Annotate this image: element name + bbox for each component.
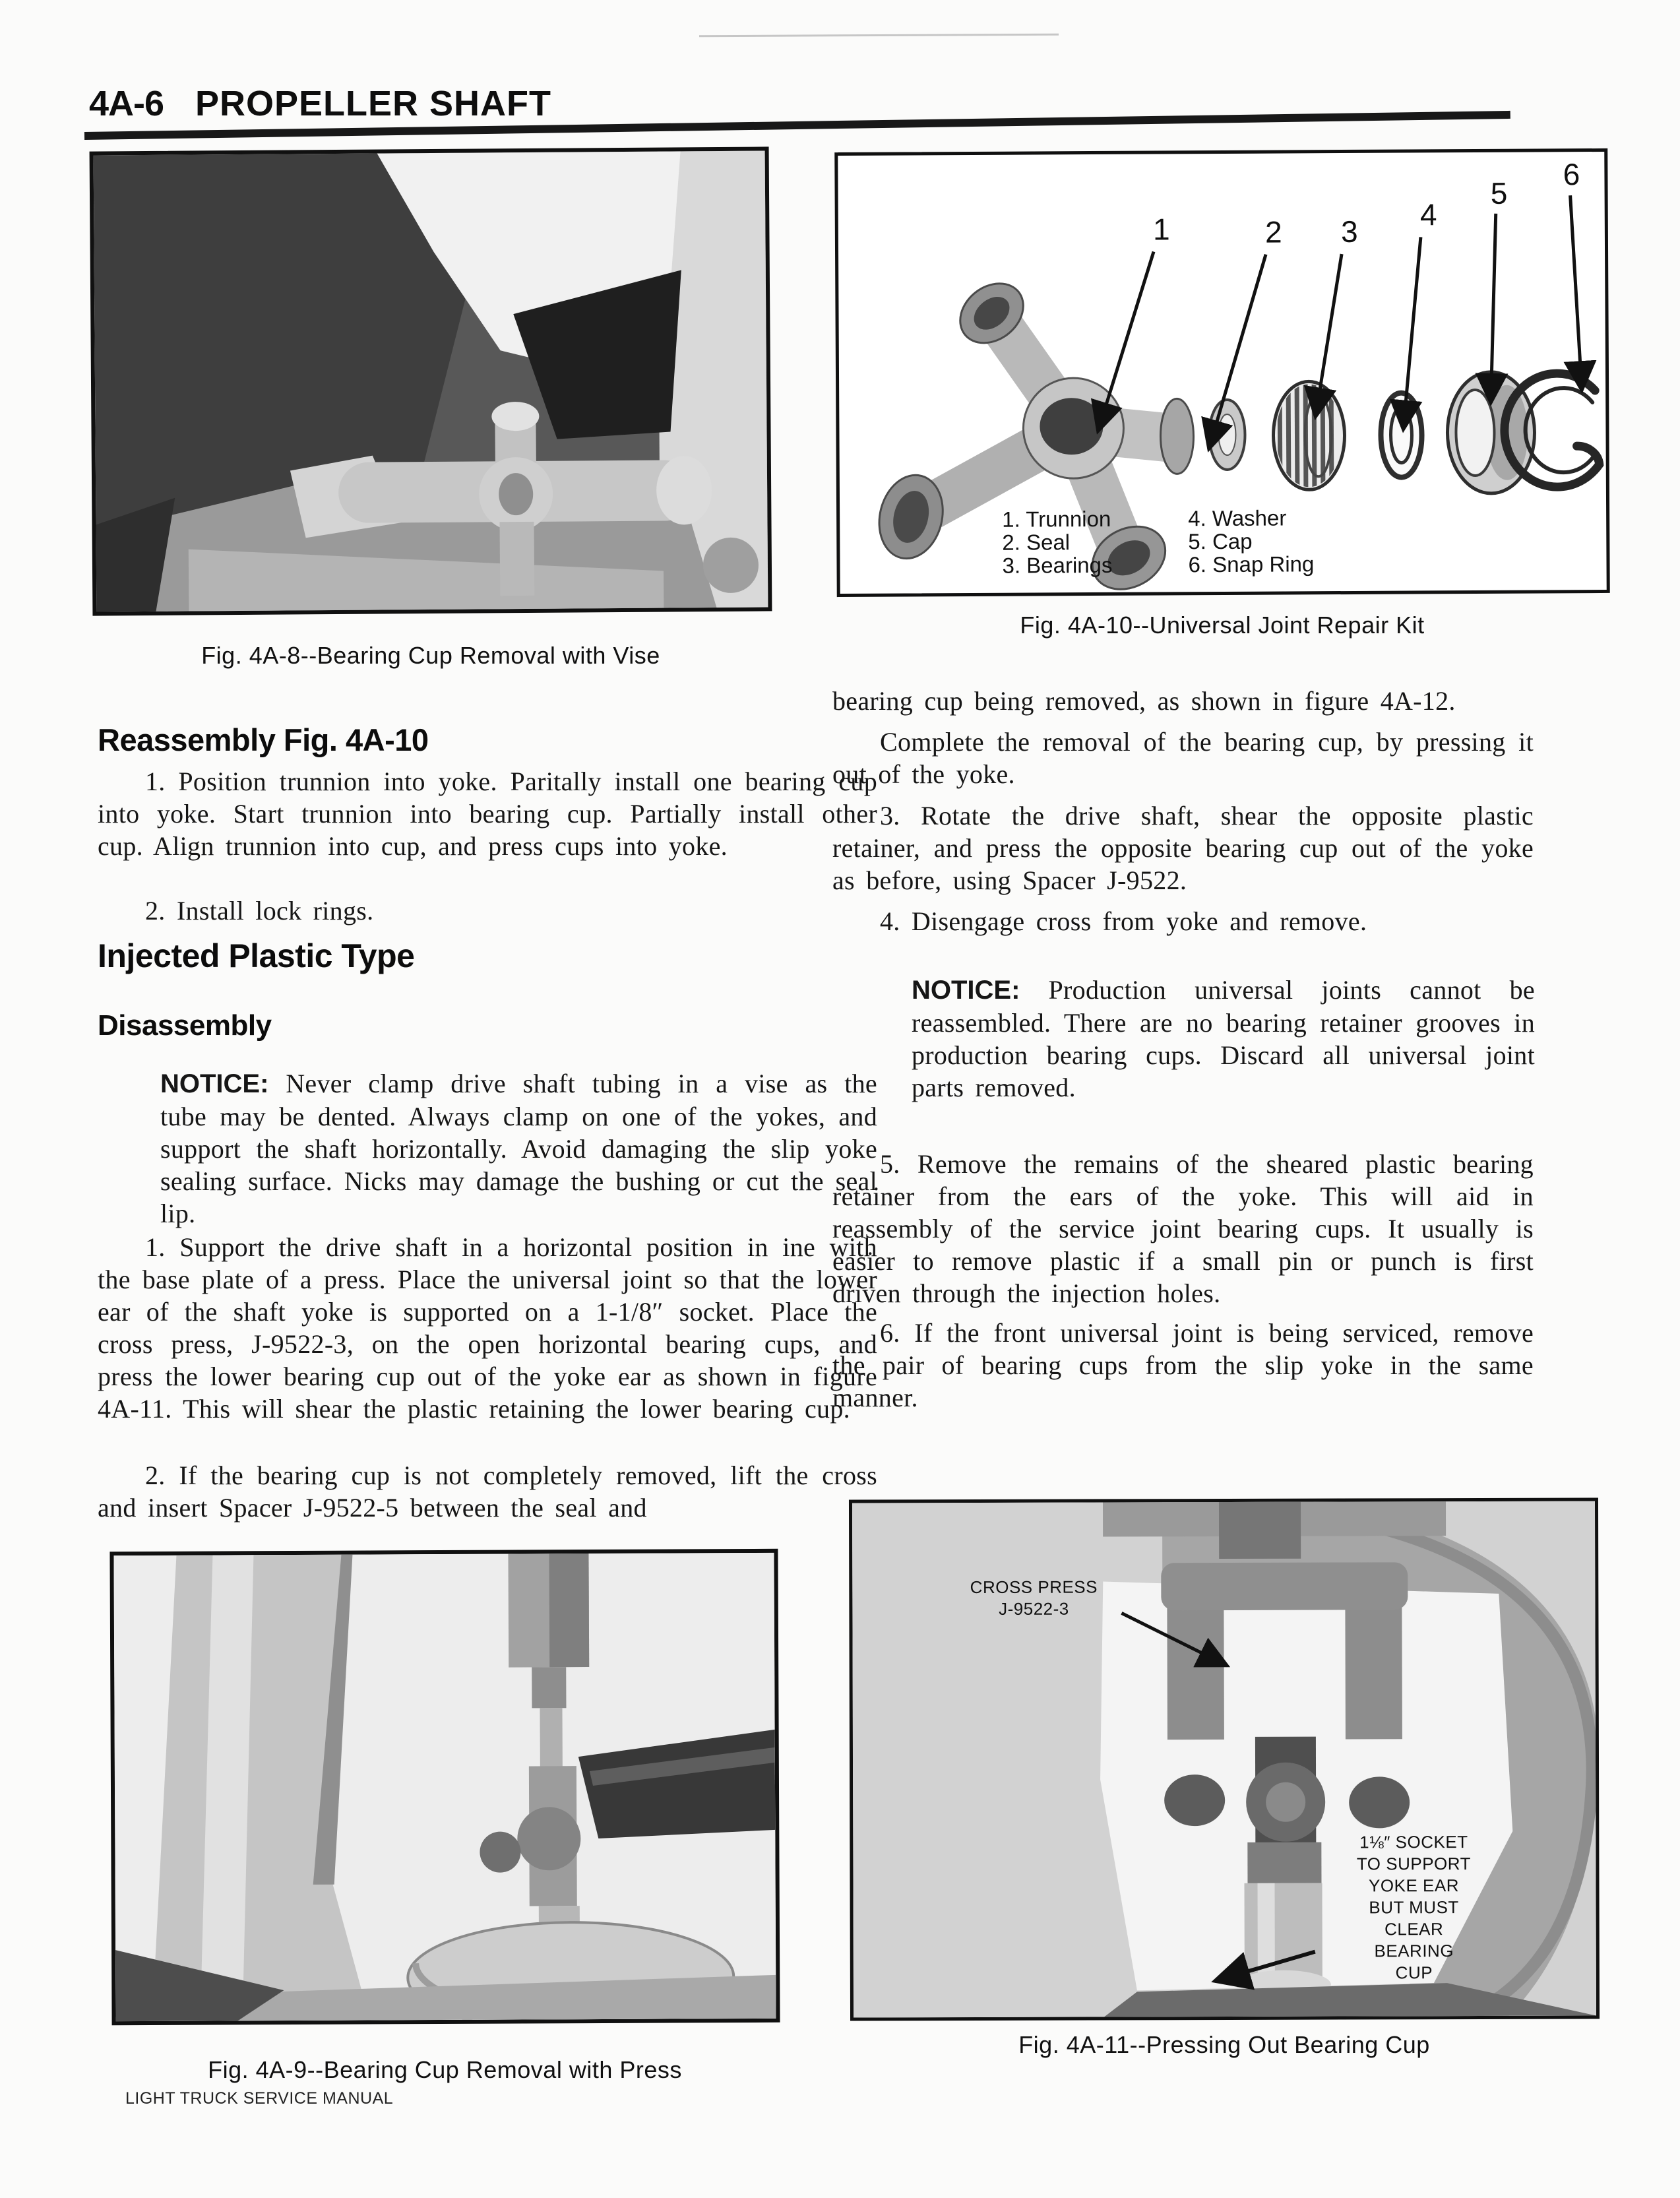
scan-artifact-line <box>699 34 1059 37</box>
washer-part <box>1381 392 1422 477</box>
page-number: 4A-6 <box>89 84 164 123</box>
socket-label-line: BEARING <box>1374 1941 1454 1961</box>
legend-item: 4. Washer <box>1188 505 1287 531</box>
notice-label: NOTICE: <box>160 1069 269 1098</box>
step-4: 4. Disengage cross from yoke and remove. <box>880 906 1367 936</box>
notice-text: Production universal joints cannot be reassembled. There are no bearing retainer grooves in production bearing cups. Discard all universal joint parts removed. <box>912 975 1535 1102</box>
footer-text: LIGHT TRUCK SERVICE MANUAL <box>125 2089 394 2108</box>
socket-label-line: CLEAR <box>1384 1919 1444 1939</box>
step-3: 3. Rotate the drive shaft, shear the opposite plastic retainer, and press the opposite bearing cup out of the yoke as before, using Spacer J-9522. <box>832 801 1534 895</box>
socket-label-line: TO SUPPORT <box>1356 1854 1471 1874</box>
cross-press-label <box>941 1576 1126 1620</box>
callout-3: 3 <box>1340 214 1358 249</box>
step-5: 5. Remove the remains of the sheared plastic bearing retainer from the ears of the yoke. This will aid in reassembly of the service joint bearing cups. It usually is easier to remove plastic if a small pin or punch is first driven through the injection holes. <box>832 1149 1534 1308</box>
legend-item: 3. Bearings <box>1002 552 1113 578</box>
figure-4a10-caption: Fig. 4A-10--Universal Joint Repair Kit <box>1020 612 1425 639</box>
socket-label-line: YOKE EAR <box>1368 1875 1460 1896</box>
figure-4a9-caption: Fig. 4A-9--Bearing Cup Removal with Press <box>208 2056 682 2083</box>
legend-left-column <box>1002 508 1112 578</box>
injected-plastic-heading: Injected Plastic Type <box>98 937 415 974</box>
callout-5: 5 <box>1490 175 1508 210</box>
figure-4a11-caption: Fig. 4A-11--Pressing Out Bearing Cup <box>1018 2031 1430 2058</box>
callout-4: 4 <box>1419 197 1437 232</box>
notice-block-left <box>160 1067 877 1230</box>
disassembly-step-2: 2. If the bearing cup is not completely removed, lift the cross and insert Spacer J-9522-5 between the seal and <box>98 1460 877 1523</box>
figure-4a9-photo <box>109 1549 780 2025</box>
socket-label <box>1315 1831 1513 1984</box>
legend-item: 2. Seal <box>1002 530 1071 555</box>
reassembly-heading: Reassembly Fig. 4A-10 <box>98 722 429 757</box>
figure-4a11-photo <box>849 1498 1600 2021</box>
callout-1: 1 <box>1152 212 1170 247</box>
legend-item: 5. Cap <box>1188 528 1253 554</box>
callout-6: 6 <box>1563 157 1580 192</box>
continuation-line: bearing cup being removed, as shown in figure 4A-12. <box>832 686 1456 716</box>
reassembly-step-1: 1. Position trunnion into yoke. Paritally install one bearing cup into yoke. Start trunnion into bearing cup. Partially install other cup. Align trunnion into cup, and press cups into yoke. <box>98 767 877 861</box>
notice-block-right <box>912 974 1535 1104</box>
vise-photo-illustration <box>94 150 768 612</box>
notice-label: NOTICE: <box>912 976 1020 1005</box>
step-6: 6. If the front universal joint is being serviced, remove the pair of bearing cups from the slip yoke in the same manner. <box>832 1318 1534 1412</box>
figure-4a10-diagram <box>834 148 1610 597</box>
cross-press-label-line: J-9522-3 <box>999 1598 1069 1619</box>
socket-label-line: 1⅛″ SOCKET <box>1359 1832 1468 1852</box>
legend-item: 1. Trunnion <box>1002 506 1111 532</box>
removal-paragraph: Complete the removal of the bearing cup, by pressing it out of the yoke. <box>832 727 1534 789</box>
callout-2: 2 <box>1264 214 1282 249</box>
cross-press-label-line: CROSS PRESS <box>970 1577 1098 1598</box>
socket-label-line: CUP <box>1395 1962 1433 1983</box>
disassembly-heading: Disassembly <box>98 1009 272 1042</box>
page-title: PROPELLER SHAFT <box>195 84 552 123</box>
press-photo-illustration <box>113 1553 776 2021</box>
figure-4a8-caption: Fig. 4A-8--Bearing Cup Removal with Vise <box>201 642 660 669</box>
legend-item: 6. Snap Ring <box>1188 551 1315 577</box>
reassembly-step-2: 2. Install lock rings. <box>145 896 374 926</box>
disassembly-step-1: 1. Support the drive shaft in a horizontal position in ine with the base plate of a press. Place the universal joint so that the lower ear of the shaft yoke is supported on a 1-1/8″ socket. Place the cross press, J-9522-3, on the open horizontal bearing cups, and press the lower bearing cup out of the yoke ear as shown in figure 4A-11. This will shear the plastic retaining the lower bearing cup. <box>98 1232 877 1424</box>
figure-4a8-photo <box>90 146 772 615</box>
legend-right-column <box>1188 507 1314 577</box>
socket-label-line: BUT MUST <box>1369 1897 1459 1918</box>
notice-text: Never clamp drive shaft tubing in a vise as the tube may be dented. Always clamp on one of the yokes, and support the shaft horizontally. Avoid damaging the slip yoke sealing surface. Nicks may damage the bushing or cut the seal lip. <box>160 1069 877 1228</box>
bearings-part <box>1273 377 1345 497</box>
